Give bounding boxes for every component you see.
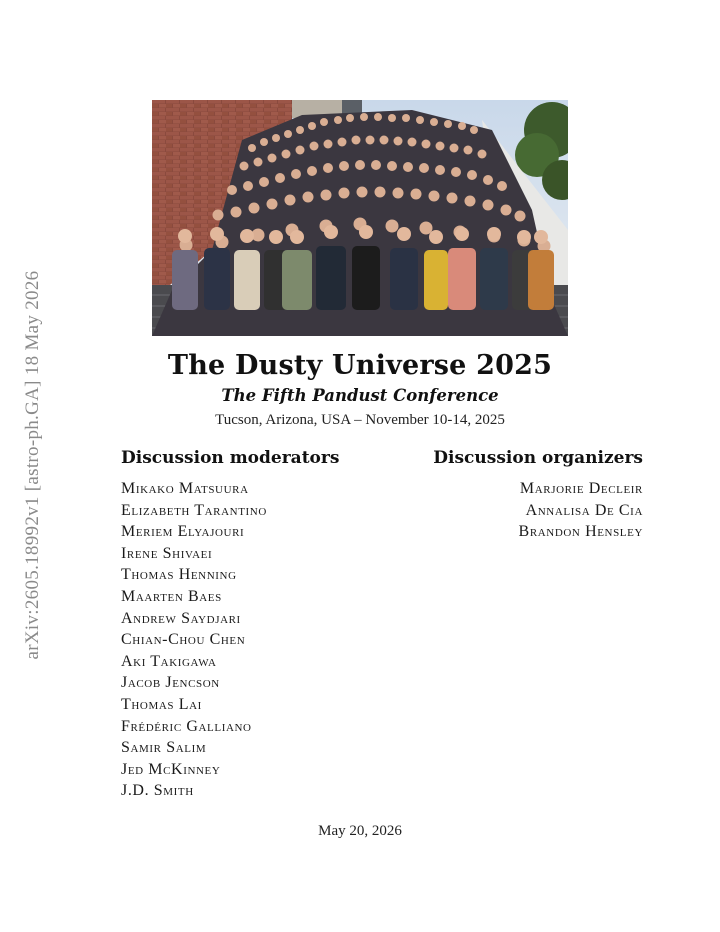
moderator-name: Aki Takigawa — [121, 652, 217, 670]
organizers-heading: Discussion organizers — [433, 448, 643, 468]
moderator-name: Meriem Elyajouri — [121, 523, 245, 541]
group-photo-illustration — [152, 100, 568, 336]
moderator-name: Samir Salim — [121, 739, 207, 757]
organizer-name: Marjorie Decleir — [519, 480, 643, 497]
moderator-name: Jacob Jencson — [121, 674, 220, 692]
conference-location: Tucson, Arizona, USA – November 10-14, 2025 — [215, 412, 505, 428]
moderator-name: Maarten Baes — [121, 587, 222, 605]
conference-title: The Dusty Universe 2025 — [167, 350, 553, 381]
organizers-list — [519, 478, 643, 543]
moderator-name: Thomas Henning — [121, 566, 237, 584]
organizer-name: Brandon Hensley — [518, 523, 643, 541]
organizer-name: Annalisa De Cia — [525, 501, 643, 519]
moderator-name: Irene Shivaei — [121, 544, 213, 562]
group-photo — [152, 100, 568, 336]
moderator-name: Thomas Lai — [121, 695, 202, 713]
moderator-name: J.D. Smith — [121, 782, 194, 800]
moderator-name: Jed McKinney — [121, 760, 221, 778]
moderator-name: Mikako Matsuura — [121, 480, 249, 497]
document-date: May 20, 2026 — [318, 823, 402, 839]
moderator-name: Chian-Chou Chen — [121, 631, 246, 649]
moderator-name: Frédéric Galliano — [121, 717, 252, 735]
arxiv-stamp: arXiv:2605.18992v1 [astro-ph.GA] 18 May 2026 — [22, 270, 43, 660]
moderator-name: Andrew Saydjari — [121, 609, 241, 627]
conference-subtitle: The Fifth Pandust Conference — [221, 386, 499, 405]
moderator-name: Elizabeth Tarantino — [121, 501, 267, 519]
moderators-list — [121, 478, 267, 802]
moderators-heading: Discussion moderators — [121, 448, 340, 468]
